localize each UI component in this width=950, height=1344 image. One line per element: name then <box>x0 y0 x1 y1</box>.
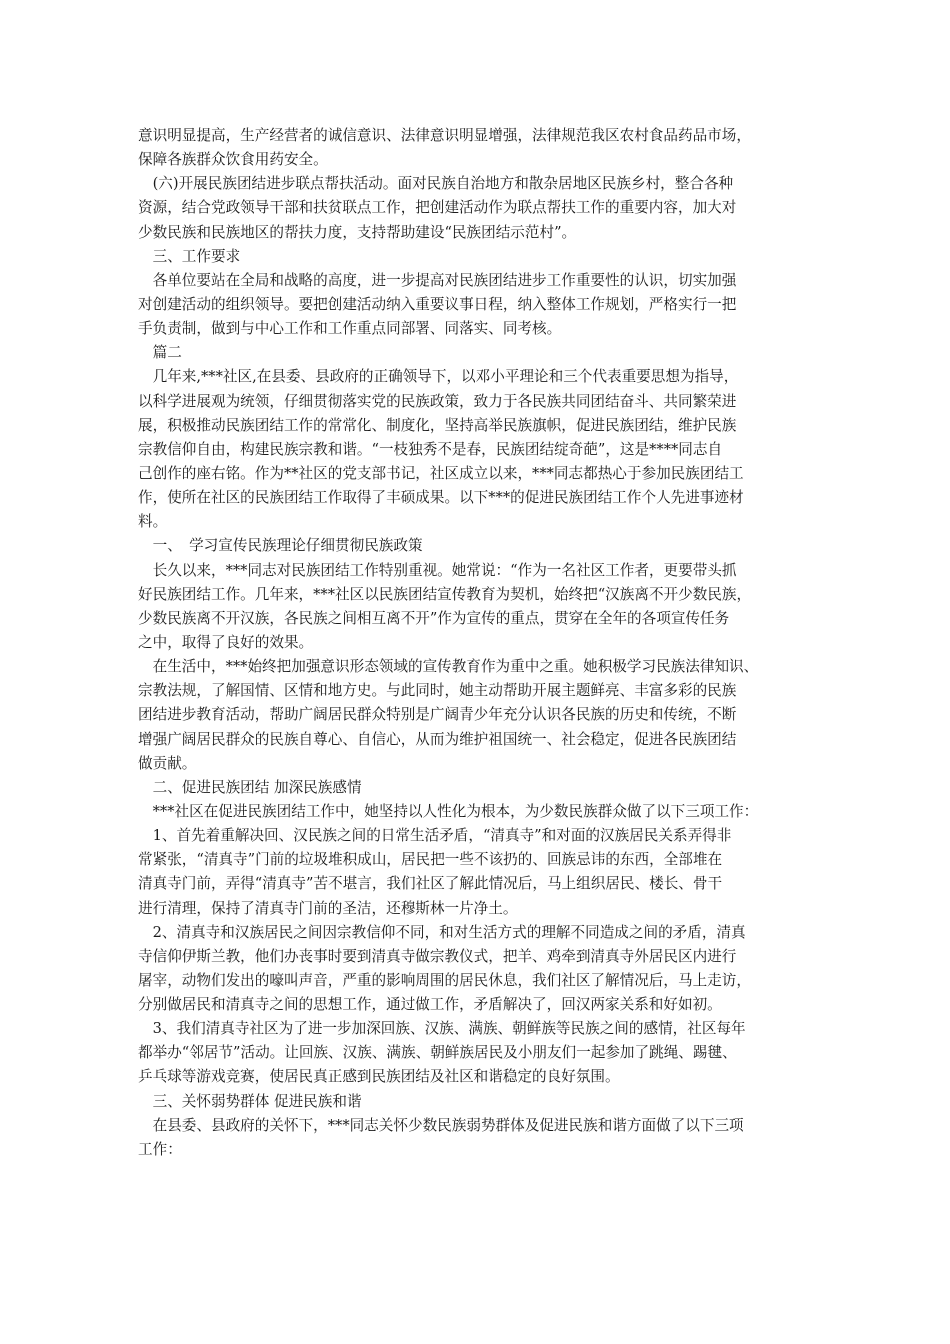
text-line: 进行清理，保持了清真寺门前的圣洁，还穆斯林一片净土。 <box>138 899 518 917</box>
text-line: 意识明显提高，生产经营者的诚信意识、法律意识明显增强，法律规范我区农村食品药品市场， <box>138 127 751 144</box>
text-line: 在生活中，***始终把加强意识形态领域的宣传教育作为重中之重。她积极学习民族法律知识、 <box>138 658 759 676</box>
text-line: 3、我们清真寺社区为了进一步加深回族、汉族、满族、朝鲜族等民族之间的感情，社区每年 <box>138 1020 746 1038</box>
text-line: 料。 <box>138 513 168 531</box>
text-line: 清真寺门前，弄得“清真寺”苦不堪言，我们社区了解此情况后，马上组织居民、楼长、骨干 <box>138 875 723 893</box>
text-line: 一、 学习宣传民族理论仔细贯彻民族政策 <box>138 537 423 555</box>
text-line: 工作： <box>138 1140 182 1158</box>
text-line: 对创建活动的组织领导。要把创建活动纳入重要议事日程，纳入整体工作规划，严格实行一把 <box>138 295 737 313</box>
text-line: 增强广阔居民群众的民族自尊心、自信心，从而为维护祖国统一、社会稳定，促进各民族团结 <box>138 730 737 748</box>
text-line: 宗教信仰自由，构建民族宗教和谐。“一枝独秀不是春，民族团结绽奇葩”，这是****同志自 <box>138 440 723 458</box>
text-line: (六)开展民族团结进步联点帮扶活动。面对民族自治地方和散杂居地区民族乡村，整合各种 <box>138 175 734 193</box>
text-line: 己创作的座右铭。作为**社区的党支部书记，社区成立以来，***同志都热心于参加民族团结工 <box>138 464 744 482</box>
text-line: 二、促进民族团结 加深民族感情 <box>138 778 362 796</box>
text-line: 保障各族群众饮食用药安全。 <box>138 151 328 169</box>
text-line: 乒乓球等游戏竞赛，使居民真正感到民族团结及社区和谐稳定的良好氛围。 <box>138 1068 620 1086</box>
text-line: 手负责制，做到与中心工作和工作重点同部署、同落实、同考核。 <box>138 320 562 338</box>
text-line: 在县委、县政府的关怀下，***同志关怀少数民族弱势群体及促进民族和谐方面做了以下三项 <box>138 1116 744 1134</box>
text-line: 各单位要站在全局和战略的高度，进一步提高对民族团结进步工作重要性的认识，切实加强 <box>138 271 737 289</box>
text-line: 少数民族离不开汉族，各民族之间相互离不开”作为宣传的重点，贯穿在全年的各项宣传任务 <box>138 609 730 627</box>
text-line: 以科学进展观为统领，仔细贯彻落实党的民族政策，致力于各民族共同团结奋斗、共同繁荣进 <box>138 392 737 410</box>
text-line: 2、清真寺和汉族居民之间因宗教信仰不同，和对生活方式的理解不同造成之间的矛盾，清真 <box>138 923 746 941</box>
text-line: 屠宰，动物们发出的嚎叫声音，严重的影响周围的居民休息，我们社区了解情况后，马上走访， <box>138 971 751 989</box>
text-line: 宗教法规，了解国情、区情和地方史。与此同时，她主动帮助开展主题鲜亮、丰富多彩的民族 <box>138 682 737 700</box>
text-line: 1、首先着重解决回、汉民族之间的日常生活矛盾，“清真寺”和对面的汉族居民关系弄得非 <box>138 827 732 845</box>
text-line: 作，使所在社区的民族团结工作取得了丰硕成果。以下***的促进民族团结工作个人先进事迹材 <box>138 489 744 507</box>
text-line: 寺信仰伊斯兰教，他们办丧事时要到清真寺做宗教仪式，把羊、鸡牵到清真寺外居民区内进行 <box>138 947 737 965</box>
document-body <box>138 124 830 1162</box>
text-line: 团结进步教育活动，帮助广阔居民群众特别是广阔青少年充分认识各民族的历史和传统，不断 <box>138 706 737 724</box>
text-line: 三、关怀弱势群体 促进民族和谐 <box>138 1092 362 1110</box>
text-line: ***社区在促进民族团结工作中，她坚持以人性化为根本，为少数民族群众做了以下三项工作： <box>138 802 759 820</box>
text-line: 长久以来，***同志对民族团结工作特别重视。她常说：“作为一名社区工作者，更要带头抓 <box>138 561 737 579</box>
text-line: 之中，取得了良好的效果。 <box>138 633 314 651</box>
text-line: 少数民族和民族地区的帮扶力度，支持帮助建设“民族团结示范村”。 <box>138 223 577 241</box>
text-line: 做贡献。 <box>138 754 197 772</box>
text-line: 都举办“邻居节”活动。让回族、汉族、满族、朝鲜族居民及小朋友们一起参加了跳绳、踢毽、 <box>138 1044 737 1062</box>
text-line: 几年来,***社区,在县委、县政府的正确领导下，以邓小平理论和三个代表重要思想为指导， <box>138 368 739 386</box>
text-line: 篇二 <box>138 344 182 362</box>
text-line: 三、工作要求 <box>138 247 241 265</box>
text-line: 分别做居民和清真寺之间的思想工作，通过做工作，矛盾解决了，回汉两家关系和好如初。 <box>138 996 722 1014</box>
text-line: 资源，结合党政领导干部和扶贫联点工作，把创建活动作为联点帮扶工作的重要内容，加大对 <box>138 199 737 217</box>
text-line: 展，积极推动民族团结工作的常常化、制度化，坚持高举民族旗帜，促进民族团结，维护民族 <box>138 416 737 434</box>
text-line: 常紧张，“清真寺”门前的垃圾堆积成山，居民把一些不该扔的、回族忌讳的东西，全部堆在 <box>138 851 723 869</box>
text-line: 好民族团结工作。几年来，***社区以民族团结宣传教育为契机，始终把“汉族离不开少数民族， <box>138 585 752 603</box>
